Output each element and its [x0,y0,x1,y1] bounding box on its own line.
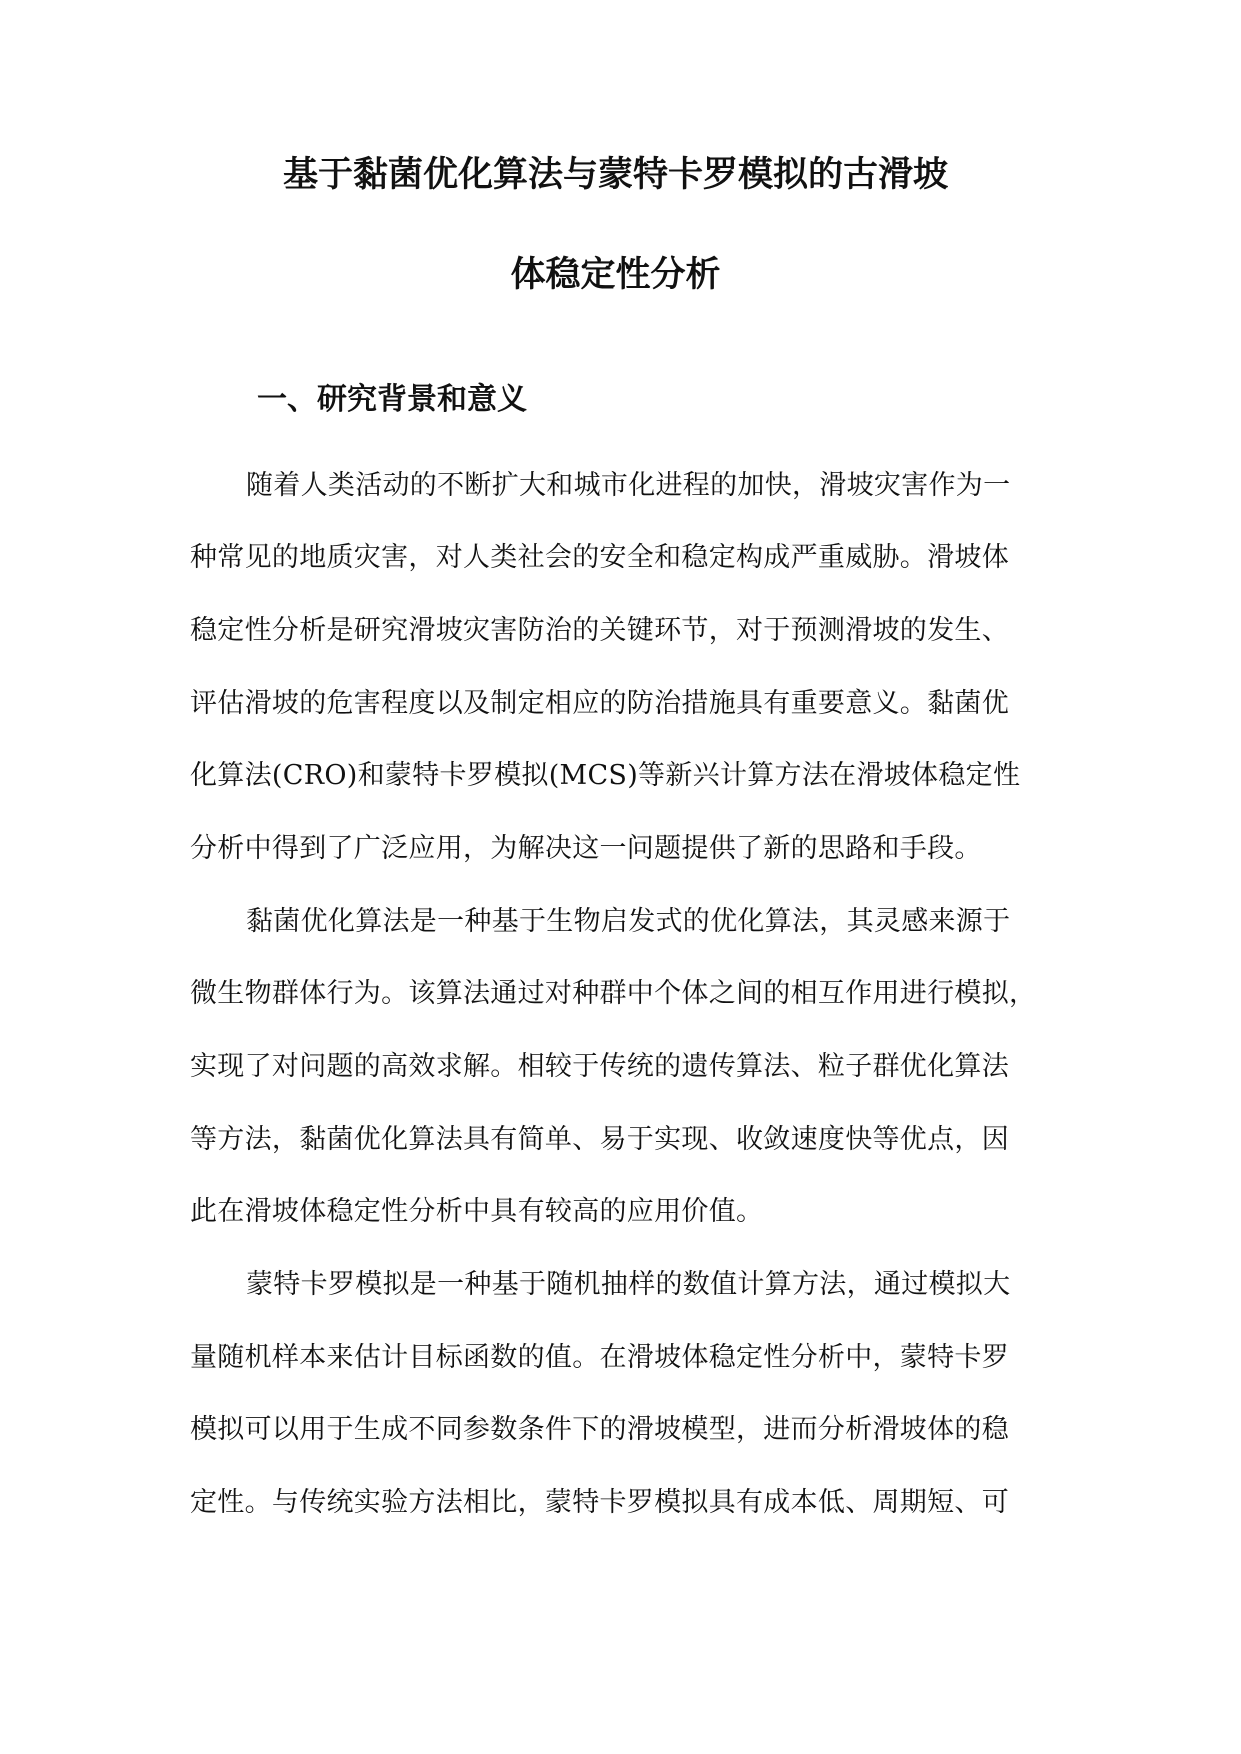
body-text-line: 微生物群体行为。该算法通过对种群中个体之间的相互作用进行模拟， [190,978,1037,1009]
body-text-line: 量随机样本来估计目标函数的值。在滑坡体稳定性分析中，蒙特卡罗 [190,1342,1009,1373]
section-heading: 一、研究背景和意义 [257,382,527,417]
body-text-line: 评估滑坡的危害程度以及制定相应的防治措施具有重要意义。黏菌优 [190,688,1009,719]
document-title-line-1: 基于黏菌优化算法与蒙特卡罗模拟的古滑坡 [282,155,948,195]
body-text-line: 实现了对问题的高效求解。相较于传统的遗传算法、粒子群优化算法 [190,1051,1009,1082]
body-text-line: 等方法，黏菌优化算法具有简单、易于实现、收敛速度快等优点，因 [190,1124,1009,1155]
body-text-line: 模拟可以用于生成不同参数条件下的滑坡模型，进而分析滑坡体的稳 [190,1414,1009,1445]
body-text-line: 化算法(CRO)和蒙特卡罗模拟(MCS)等新兴计算方法在滑坡体稳定性 [190,760,1021,791]
body-text-line: 分析中得到了广泛应用，为解决这一问题提供了新的思路和手段。 [190,833,982,864]
body-text-line: 黏菌优化算法是一种基于生物启发式的优化算法，其灵感来源于 [246,906,1011,937]
body-text-line: 种常见的地质灾害，对人类社会的安全和稳定构成严重威胁。滑坡体 [190,542,1009,573]
body-text-line: 此在滑坡体稳定性分析中具有较高的应用价值。 [190,1196,764,1227]
body-text-line: 定性。与传统实验方法相比，蒙特卡罗模拟具有成本低、周期短、可 [190,1487,1009,1518]
document-title-line-2: 体稳定性分析 [510,255,721,295]
body-text-line: 随着人类活动的不断扩大和城市化进程的加快，滑坡灾害作为一 [246,470,1011,501]
body-text-line: 蒙特卡罗模拟是一种基于随机抽样的数值计算方法，通过模拟大 [246,1269,1011,1300]
body-text-line: 稳定性分析是研究滑坡灾害防治的关键环节，对于预测滑坡的发生、 [190,615,1009,646]
